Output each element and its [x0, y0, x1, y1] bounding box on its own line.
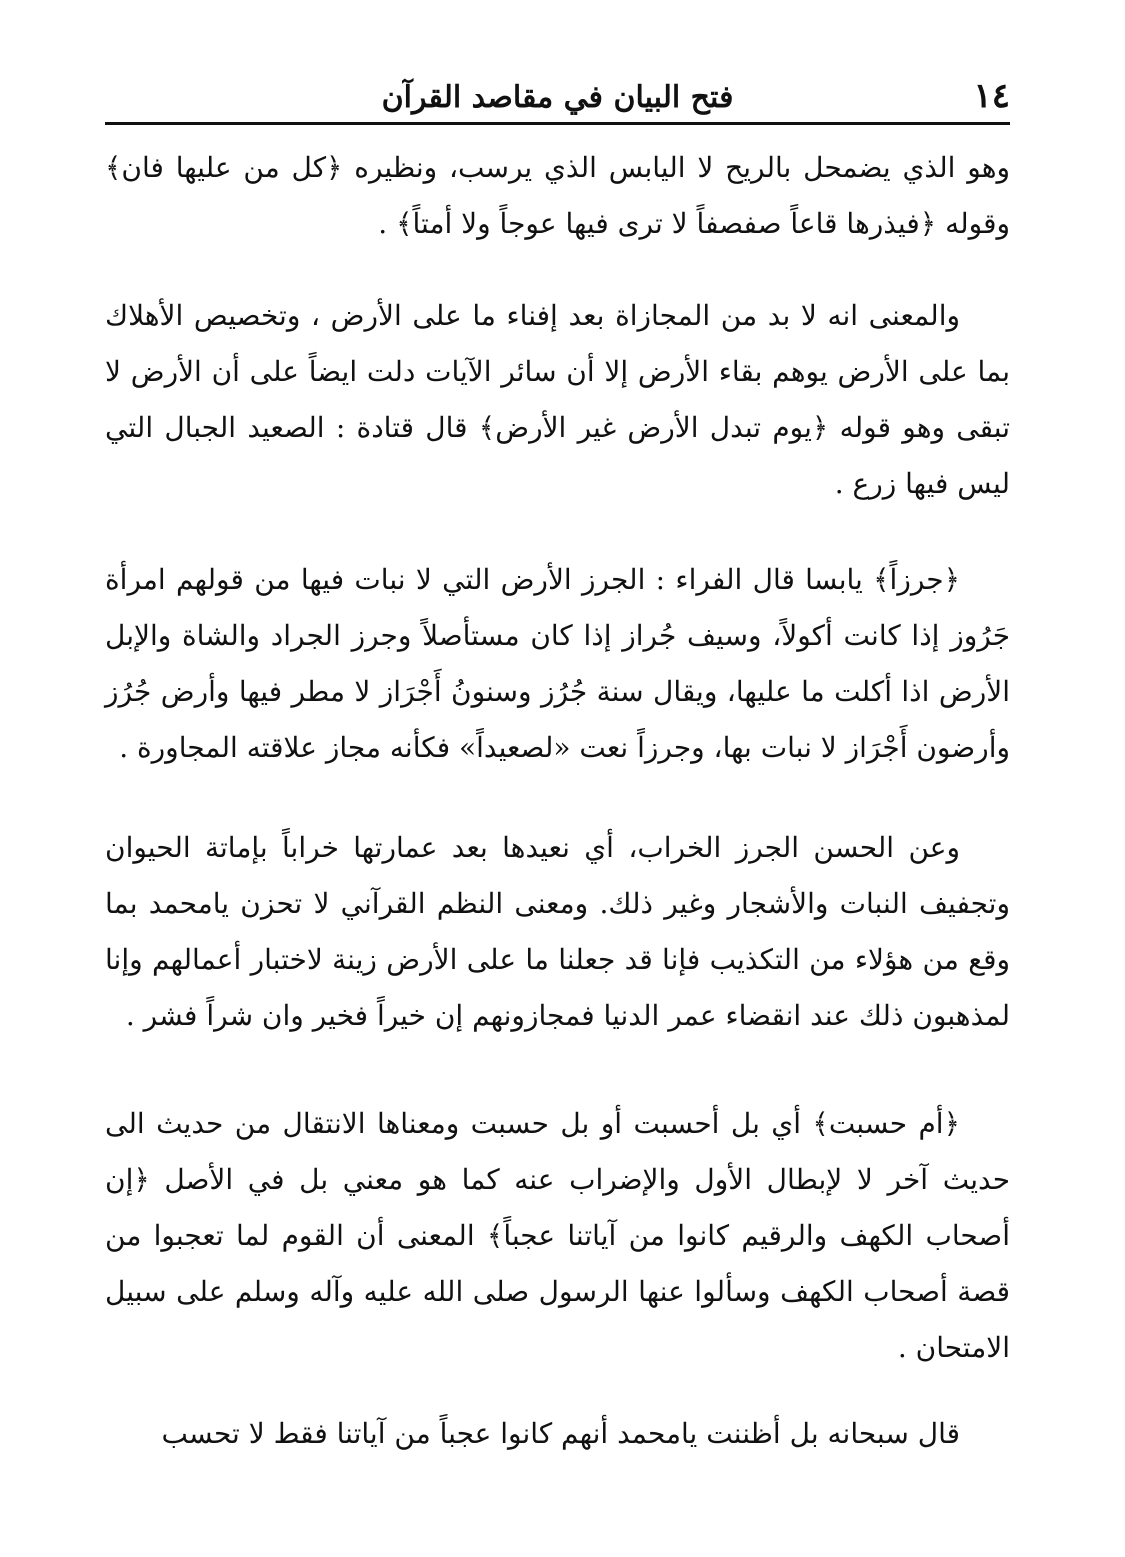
- paragraph-3: ﴿جرزاً﴾ يابسا قال الفراء : الجرز الأرض التي لا نبات فيها من قولهم امرأة جَرُوز إذا كانت أكولاً، وسيف جُراز إذا كان مستأصلاً وجرز الجراد والشاة والإبل الأرض اذا أكلت ما عليها، ويقال سنة جُرُز وسنونُ أَجْرَاز لا مطر فيها وأرض جُرُز وأرضون أَجْرَاز لا نبات بها، وجرزاً نعت «لصعيداً» فكأنه مجاز علاقته المجاورة .: [105, 563, 1010, 764]
- book-title: فتح البيان في مقاصد القرآن: [381, 80, 734, 115]
- paragraph-spacer: [105, 1376, 1010, 1406]
- paragraph-4: وعن الحسن الجرز الخراب، أي نعيدها بعد عمارتها خراباً بإماتة الحيوان وتجفيف النبات والأشجار وغير ذلك. ومعنى النظم القرآني لا تحزن يامحمد بما وقع من هؤلاء من التكذيب فإنا قد جعلنا ما على الأرض زينة لاختبار أعمالهم وإنا لمذهبون ذلك عند انقضاء عمر الدنيا فمجازونهم إن خيراً فخير وان شراً فشر .: [105, 831, 1010, 1032]
- paragraph-spacer: [105, 776, 1010, 820]
- paragraph-spacer: [105, 252, 1010, 288]
- paragraph-spacer: [105, 1044, 1010, 1096]
- running-header: [105, 70, 1010, 122]
- page-number: ١٤: [973, 76, 1010, 116]
- paragraph-2: والمعنى انه لا بد من المجازاة بعد إفناء ما على الأرض ، وتخصيص الأهلاك بما على الأرض يوهم بقاء الأرض إلا أن سائر الآيات دلت ايضاً على أن الأرض لا تبقى وهو قوله ﴿يوم تبدل الأرض غير الأرض﴾ قال قتادة : الصعيد الجبال التي ليس فيها زرع .: [105, 299, 1010, 500]
- paragraph-spacer: [105, 512, 1010, 552]
- paragraph-5: ﴿أم حسبت﴾ أي بل أحسبت أو بل حسبت ومعناها الانتقال من حديث الى حديث آخر لا لإبطال الأول والإضراب عنه كما هو معني بل في الأصل ﴿إن أصحاب الكهف والرقيم كانوا من آياتنا عجباً﴾ المعنى أن القوم لما تعجبوا من قصة أصحاب الكهف وسألوا عنها الرسول صلى الله عليه وآله وسلم على سبيل الامتحان .: [105, 1107, 1010, 1364]
- header-divider: [105, 122, 1010, 125]
- paragraph-6: قال سبحانه بل أظننت يامحمد أنهم كانوا عجباً من آياتنا فقط لا تحسب: [161, 1417, 960, 1450]
- body-text: [105, 140, 1010, 1462]
- paragraph-1: وهو الذي يضمحل بالريح لا اليابس الذي يرسب، ونظيره ﴿كل من عليها فان﴾ وقوله ﴿فيذرها قاعاً صفصفاً لا ترى فيها عوجاً ولا أمتاً﴾ .: [105, 151, 1010, 240]
